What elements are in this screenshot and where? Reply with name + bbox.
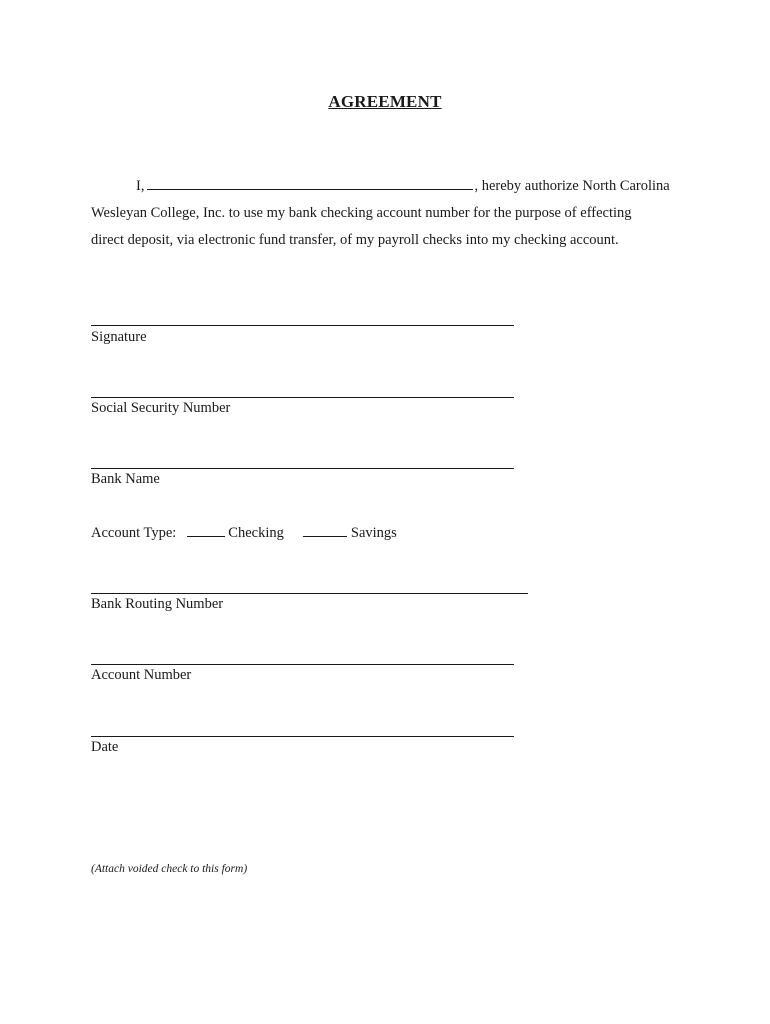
account-number-label: Account Number xyxy=(91,667,192,683)
checking-field[interactable] xyxy=(187,524,225,537)
authorization-prefix: I, xyxy=(136,178,145,194)
savings-label: Savings xyxy=(350,525,397,541)
account-type-label: Account Type: xyxy=(91,525,177,541)
date-field[interactable] xyxy=(91,736,514,737)
ssn-label: Social Security Number xyxy=(91,400,231,416)
authorization-line-1 xyxy=(91,173,691,200)
attach-check-note: (Attach voided check to this form) xyxy=(91,863,248,875)
authorization-line-2: Wesleyan College, Inc. to use my bank checking account number for the purpose of effecting xyxy=(91,205,632,221)
savings-field[interactable] xyxy=(303,524,347,537)
page-title: AGREEMENT xyxy=(328,92,442,111)
bank-name-field[interactable] xyxy=(91,468,514,469)
account-type-row xyxy=(91,524,397,542)
checking-label: Checking xyxy=(228,525,284,541)
signature-label: Signature xyxy=(91,329,147,345)
employee-name-field[interactable] xyxy=(147,177,473,190)
signature-field[interactable] xyxy=(91,325,514,326)
bank-name-label: Bank Name xyxy=(91,471,160,487)
routing-number-label: Bank Routing Number xyxy=(91,596,224,612)
date-label: Date xyxy=(91,739,119,755)
account-number-field[interactable] xyxy=(91,664,514,665)
ssn-field[interactable] xyxy=(91,397,514,398)
authorization-line-3: direct deposit, via electronic fund transfer, of my payroll checks into my checking account. xyxy=(91,232,619,248)
authorization-suffix: , hereby authorize North Carolina xyxy=(474,178,670,194)
routing-number-field[interactable] xyxy=(91,593,528,594)
